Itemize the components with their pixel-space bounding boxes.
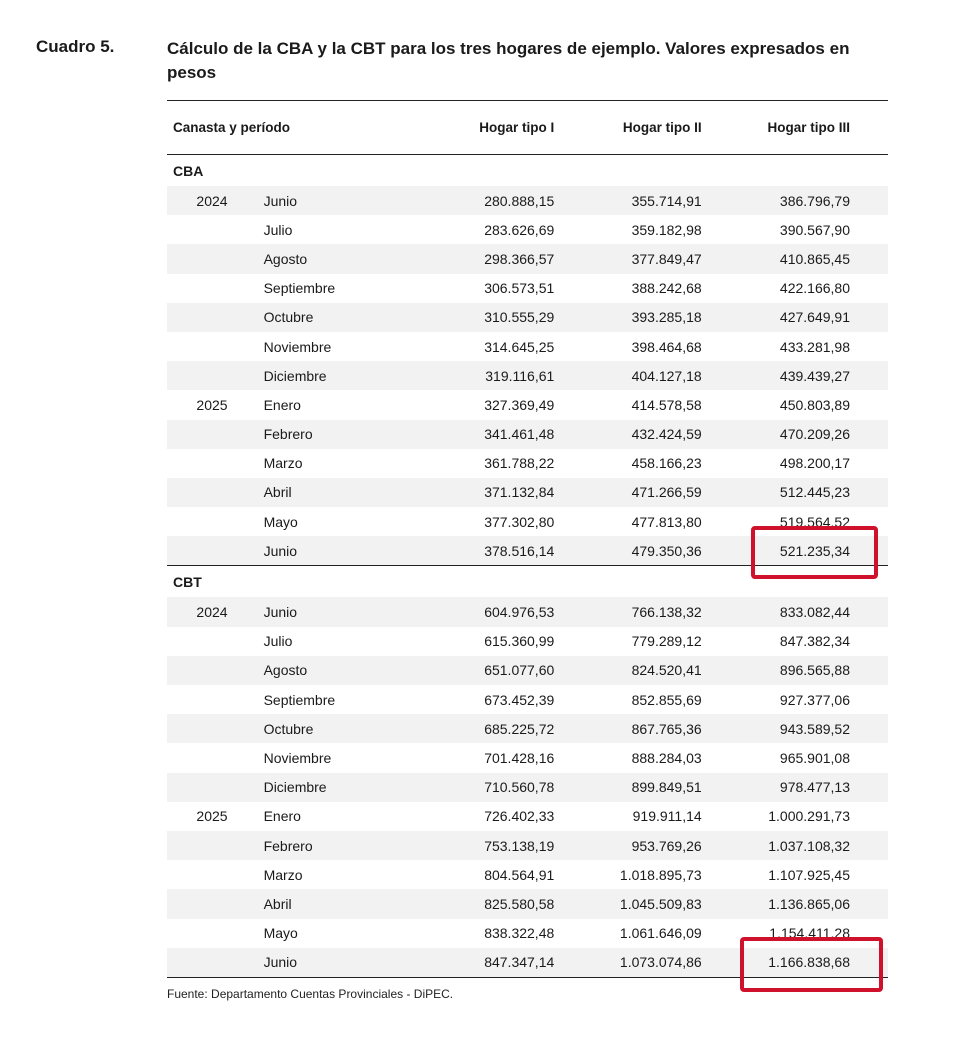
year-cell	[167, 860, 228, 889]
table-row	[167, 186, 888, 215]
hogar-tipo-1-cell: 378.516,14	[423, 536, 554, 566]
hogar-tipo-2-cell: 355.714,91	[554, 186, 701, 215]
hogar-tipo-3-cell: 1.136.865,06	[702, 889, 888, 918]
header-hogar-tipo-1: Hogar tipo I	[423, 101, 554, 155]
month-cell: Mayo	[263, 513, 298, 530]
month-cell: Agosto	[228, 656, 424, 685]
hogar-tipo-3-cell: 386.796,79	[702, 186, 888, 215]
hogar-tipo-3-cell: 410.865,45	[702, 244, 888, 273]
table-row	[167, 743, 888, 772]
hogar-tipo-1-cell: 753.138,19	[423, 831, 554, 860]
table-row	[167, 390, 888, 419]
month-cell: Junio	[228, 186, 424, 215]
month-cell: Octubre	[228, 714, 424, 743]
year-cell	[167, 889, 228, 918]
month-cell: Enero	[263, 808, 301, 825]
hogar-tipo-2-cell: 1.061.646,09	[619, 925, 702, 942]
hogar-tipo-3-cell: 978.477,13	[702, 773, 888, 802]
hogar-tipo-3-cell: 433.281,98	[779, 338, 850, 355]
hogar-tipo-2-cell: 1.018.895,73	[619, 866, 702, 883]
hogar-tipo-3-cell: 390.567,90	[779, 221, 850, 238]
month-cell: Junio	[228, 948, 424, 978]
hogar-tipo-1-cell: 651.077,60	[423, 656, 554, 685]
hogar-tipo-1-cell: 371.132,84	[423, 478, 554, 507]
hogar-tipo-2-cell: 919.911,14	[632, 808, 702, 825]
hogar-tipo-1-cell: 673.452,39	[484, 691, 555, 708]
hogar-tipo-1-cell: 361.788,22	[484, 455, 555, 472]
hogar-tipo-2-cell: 359.182,98	[631, 221, 702, 238]
hogar-tipo-3-cell: 943.589,52	[702, 714, 888, 743]
hogar-tipo-2-cell: 1.073.074,86	[554, 948, 701, 978]
hogar-tipo-2-cell: 458.166,23	[631, 455, 702, 472]
year-cell	[167, 919, 228, 948]
hogar-tipo-3-cell: 519.564,52	[779, 513, 850, 530]
hogar-tipo-3-cell: 427.649,91	[702, 303, 888, 332]
table-row	[167, 215, 888, 244]
highlight-box-cba	[751, 526, 878, 579]
hogar-tipo-1-cell: 319.116,61	[423, 361, 554, 390]
month-cell: Noviembre	[263, 338, 332, 355]
table-row	[167, 361, 888, 390]
hogar-tipo-3-cell: 470.209,26	[702, 420, 888, 449]
table-row	[167, 773, 888, 802]
hogar-tipo-3-cell: 965.901,08	[779, 749, 850, 766]
year-cell: 2025	[196, 808, 228, 825]
year-cell	[167, 948, 228, 978]
hogar-tipo-3-cell: 422.166,80	[779, 280, 850, 297]
hogar-tipo-1-cell: 604.976,53	[423, 597, 554, 626]
hogar-tipo-2-cell: 404.127,18	[554, 361, 701, 390]
month-cell: Julio	[263, 221, 293, 238]
hogar-tipo-3-cell: 1.107.925,45	[768, 866, 850, 883]
month-cell: Noviembre	[263, 749, 332, 766]
hogar-tipo-1-cell: 306.573,51	[484, 280, 555, 297]
caption-label: Cuadro 5.	[36, 37, 115, 56]
year-cell	[167, 215, 228, 244]
year-cell: 2024	[167, 597, 228, 626]
hogar-tipo-2-cell: 953.769,26	[554, 831, 701, 860]
hogar-tipo-2-cell: 479.350,36	[554, 536, 701, 566]
year-cell	[167, 361, 228, 390]
month-cell: Septiembre	[263, 280, 336, 297]
hogar-tipo-1-cell: 314.645,25	[484, 338, 555, 355]
hogar-tipo-2-cell: 477.813,80	[631, 513, 702, 530]
section-label: CBA	[173, 162, 204, 179]
year-cell	[167, 303, 228, 332]
hogar-tipo-2-cell: 414.578,58	[631, 396, 702, 413]
year-cell	[167, 478, 228, 507]
month-cell: Marzo	[263, 866, 303, 883]
hogar-tipo-3-cell: 498.200,17	[779, 455, 850, 472]
table-row	[167, 685, 888, 714]
year-cell: 2024	[167, 186, 228, 215]
hogar-tipo-2-cell: 766.138,32	[554, 597, 701, 626]
hogar-tipo-1-cell: 298.366,57	[423, 244, 554, 273]
hogar-tipo-1-cell: 847.347,14	[423, 948, 554, 978]
hogar-tipo-1-cell: 310.555,29	[423, 303, 554, 332]
hogar-tipo-1-cell: 710.560,78	[423, 773, 554, 802]
hogar-tipo-3-cell: 833.082,44	[702, 597, 888, 626]
hogar-tipo-2-cell: 852.855,69	[631, 691, 702, 708]
hogar-tipo-1-cell: 615.360,99	[484, 633, 555, 650]
source-note: Fuente: Departamento Cuentas Provinciales - DiPEC.	[167, 987, 454, 1001]
caption-title: Cálculo de la CBA y la CBT para los tres hogares de ejemplo. Valores expresados en pesos	[167, 39, 850, 82]
hogar-tipo-2-cell: 824.520,41	[554, 656, 701, 685]
hogar-tipo-2-cell: 867.765,36	[554, 714, 701, 743]
hogar-tipo-3-cell: 927.377,06	[779, 691, 850, 708]
section-row-cba	[167, 155, 888, 187]
table-row	[167, 860, 888, 889]
year-cell	[167, 332, 228, 361]
table-row	[167, 478, 888, 507]
table-row	[167, 831, 888, 860]
year-cell	[167, 656, 228, 685]
table-row	[167, 420, 888, 449]
table-row	[167, 244, 888, 273]
year-cell	[167, 420, 228, 449]
year-cell	[167, 714, 228, 743]
table-row	[167, 802, 888, 831]
month-cell: Marzo	[263, 455, 303, 472]
hogar-tipo-1-cell: 701.428,16	[484, 749, 555, 766]
hogar-tipo-3-cell: 450.803,89	[779, 396, 850, 413]
section-label: CBT	[173, 573, 202, 590]
year-cell	[167, 244, 228, 273]
year-cell	[167, 627, 228, 656]
table-row	[167, 656, 888, 685]
year-cell	[167, 507, 228, 536]
hogar-tipo-2-cell: 471.266,59	[554, 478, 701, 507]
hogar-tipo-3-cell: 1.166.838,68	[702, 948, 888, 978]
table-row	[167, 274, 888, 303]
table-header-row	[167, 101, 888, 155]
year-cell	[167, 685, 228, 714]
month-cell: Abril	[228, 478, 424, 507]
hogar-tipo-3-cell: 1.000.291,73	[768, 808, 850, 825]
hogar-tipo-3-cell: 521.235,34	[702, 536, 888, 566]
year-cell	[167, 831, 228, 860]
table-row	[167, 597, 888, 626]
month-cell: Junio	[228, 536, 424, 566]
year-cell: 2025	[196, 396, 228, 413]
month-cell: Enero	[263, 396, 301, 413]
hogar-tipo-1-cell: 685.225,72	[423, 714, 554, 743]
hogar-tipo-2-cell: 888.284,03	[631, 749, 702, 766]
hogar-tipo-3-cell: 1.037.108,32	[702, 831, 888, 860]
year-cell	[167, 449, 228, 478]
hogar-tipo-3-cell: 847.382,34	[779, 633, 850, 650]
table-row	[167, 303, 888, 332]
header-hogar-tipo-3: Hogar tipo III	[702, 101, 888, 155]
table-row	[167, 332, 888, 361]
hogar-tipo-2-cell: 377.849,47	[554, 244, 701, 273]
month-cell: Julio	[263, 633, 293, 650]
year-cell	[167, 274, 228, 303]
hogar-tipo-1-cell: 804.564,91	[484, 866, 555, 883]
hogar-tipo-1-cell: 341.461,48	[423, 420, 554, 449]
month-cell: Febrero	[228, 420, 424, 449]
hogar-tipo-3-cell: 512.445,23	[702, 478, 888, 507]
hogar-tipo-2-cell: 393.285,18	[554, 303, 701, 332]
month-cell: Mayo	[263, 925, 298, 942]
hogar-tipo-1-cell: 825.580,58	[423, 889, 554, 918]
table-row	[167, 889, 888, 918]
hogar-tipo-1-cell: 838.322,48	[484, 925, 555, 942]
month-cell: Octubre	[228, 303, 424, 332]
hogar-tipo-2-cell: 388.242,68	[631, 280, 702, 297]
month-cell: Diciembre	[228, 773, 424, 802]
table-row	[167, 714, 888, 743]
month-cell: Abril	[228, 889, 424, 918]
table-row	[167, 627, 888, 656]
hogar-tipo-1-cell: 327.369,49	[484, 396, 555, 413]
hogar-tipo-2-cell: 398.464,68	[631, 338, 702, 355]
hogar-tipo-2-cell: 779.289,12	[631, 633, 702, 650]
hogar-tipo-3-cell: 1.154.411,28	[769, 925, 850, 942]
month-cell: Diciembre	[228, 361, 424, 390]
hogar-tipo-3-cell: 439.439,27	[702, 361, 888, 390]
hogar-tipo-2-cell: 1.045.509,83	[554, 889, 701, 918]
month-cell: Febrero	[228, 831, 424, 860]
year-cell	[167, 536, 228, 566]
hogar-tipo-1-cell: 283.626,69	[484, 221, 555, 238]
hogar-tipo-1-cell: 377.302,80	[484, 513, 555, 530]
hogar-tipo-1-cell: 280.888,15	[423, 186, 554, 215]
table-row	[167, 449, 888, 478]
hogar-tipo-2-cell: 899.849,51	[554, 773, 701, 802]
header-hogar-tipo-2: Hogar tipo II	[554, 101, 701, 155]
hogar-tipo-3-cell: 896.565,88	[702, 656, 888, 685]
highlight-box-cbt	[740, 937, 883, 992]
hogar-tipo-2-cell: 432.424,59	[554, 420, 701, 449]
hogar-tipo-1-cell: 726.402,33	[484, 808, 555, 825]
month-cell: Septiembre	[263, 691, 336, 708]
month-cell: Agosto	[228, 244, 424, 273]
header-canasta-periodo: Canasta y período	[167, 101, 423, 155]
month-cell: Junio	[228, 597, 424, 626]
year-cell	[167, 743, 228, 772]
year-cell	[167, 773, 228, 802]
